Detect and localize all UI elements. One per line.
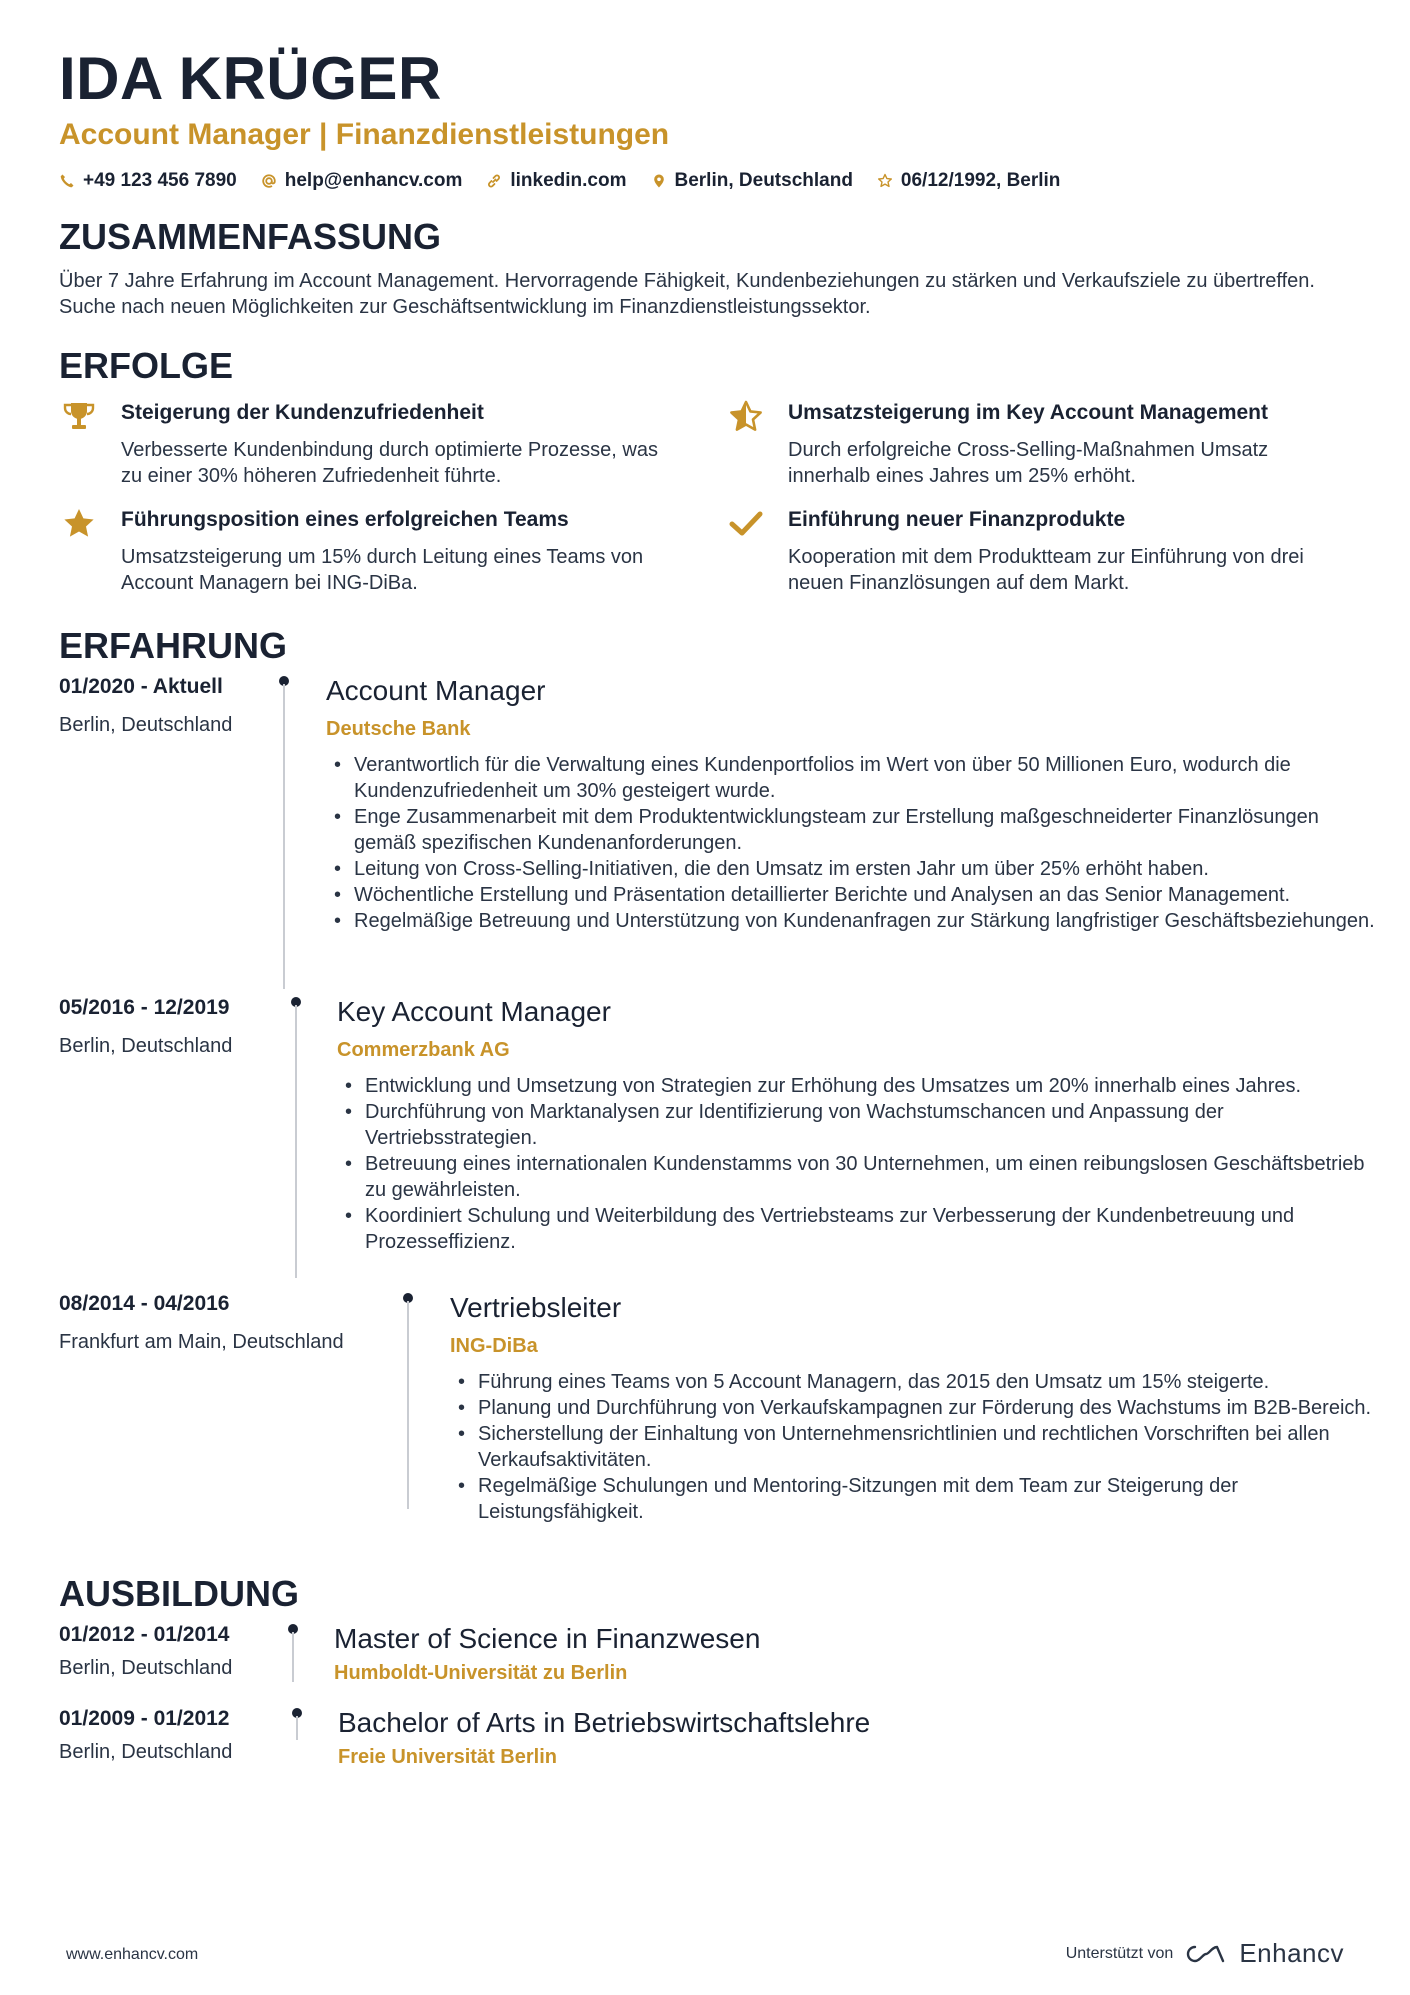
contact-birth [877, 170, 1061, 192]
link-icon [486, 173, 502, 189]
edu-date: 01/2012 - 01/2014 [59, 1623, 230, 1646]
achievement-title: Einführung neuer Finanzprodukte [788, 508, 1126, 531]
timeline-line [296, 1716, 298, 1740]
footer-brand-name: Enhancv [1239, 1938, 1344, 1968]
contact-location [651, 170, 853, 192]
contact-phone-text: +49 123 456 7890 [83, 170, 237, 191]
contact-location-text: Berlin, Deutschland [674, 170, 853, 191]
at-icon [261, 173, 277, 189]
timeline-line [295, 1005, 297, 1278]
contact-phone[interactable] [59, 170, 237, 192]
contact-email-text: help@enhancv.com [284, 170, 463, 191]
contact-bar [59, 170, 1060, 192]
job-bullet: • Enge Zusammenarbeit mit dem Produktentwicklungsteam zur Erstellung maßgeschneiderter Finanzlösungen gemäß spezifischen Kundenanforderungen. [330, 804, 1380, 856]
contact-linkedin[interactable] [486, 170, 626, 192]
footer-powered-by: Unterstützt von [1065, 1944, 1174, 1962]
job-bullet: • Wöchentliche Erstellung und Präsentation detaillierter Berichte und Analysen an das Senior Management. [330, 882, 1380, 908]
enhancv-logo-icon [1183, 1943, 1229, 1965]
contact-email[interactable] [261, 170, 463, 192]
timeline-line [283, 684, 285, 989]
footer-website-link[interactable]: www.enhancv.com [66, 1946, 199, 1963]
job-bullet: • Betreuung eines internationalen Kundenstamms von 30 Unternehmen, um einen reibungslosen Geschäftsbetrieb zu gewährleisten. [341, 1151, 1376, 1203]
job-bullet: • Verantwortlich für die Verwaltung eines Kundenportfolios im Wert von über 50 Millionen Euro, wodurch die Kundenzufriedenheit um 30% gesteigert wurde. [330, 752, 1380, 804]
edu-degree: Master of Science in Finanzwesen [334, 1623, 761, 1654]
star-icon [61, 506, 97, 542]
job-bullet: • Entwicklung und Umsetzung von Strategien zur Erhöhung des Umsatzes um 20% innerhalb eines Jahres. [341, 1073, 1376, 1099]
job-role: Key Account Manager [337, 996, 611, 1027]
achievement-desc: Umsatzsteigerung um 15% durch Leitung eines Teams von Account Managern bei ING-DiBa. [121, 546, 644, 594]
job-date: 08/2014 - 04/2016 [59, 1292, 230, 1315]
job-bullet: • Führung eines Teams von 5 Account Managern, das 2015 den Umsatz um 15% steigerte. [454, 1369, 1374, 1395]
check-icon [728, 506, 764, 542]
summary-text: Über 7 Jahre Erfahrung im Account Management. Hervorragende Fähigkeit, Kundenbeziehungen zu stärken und Verkaufsziele zu übertreffen. Suche nach neuen Möglichkeiten zur Geschäftsentwicklung im Finanzdienstleistungssektor. [59, 270, 1315, 318]
job-date: 05/2016 - 12/2019 [59, 996, 230, 1019]
job-bullet: • Planung und Durchführung von Verkaufskampagnen zur Förderung des Wachstums im B2B-Bereich. [454, 1395, 1374, 1421]
job-role: Account Manager [326, 675, 546, 706]
job-bullet: • Regelmäßige Betreuung und Unterstützung von Kundenanfragen zur Stärkung langfristiger Geschäftsbeziehungen. [330, 908, 1380, 934]
achievement-title: Steigerung der Kundenzufriedenheit [121, 401, 484, 424]
candidate-name: IDA KRÜGER [59, 45, 442, 112]
edu-date: 01/2009 - 01/2012 [59, 1707, 230, 1730]
job-company: Deutsche Bank [326, 718, 471, 740]
star-half-icon [728, 399, 764, 435]
job-bullet: • Leitung von Cross-Selling-Initiativen, die den Umsatz im ersten Jahr um über 25% erhöht haben. [330, 856, 1380, 882]
job-bullets [341, 1073, 1376, 1255]
footer-branding [1066, 1938, 1344, 1969]
section-title-summary: ZUSAMMENFASSUNG [59, 216, 442, 257]
timeline-line [292, 1632, 294, 1682]
job-bullet: • Sicherstellung der Einhaltung von Unternehmensrichtlinien und rechtlichen Vorschriften bei allen Verkaufsaktivitäten. [454, 1421, 1374, 1473]
section-title-experience: ERFAHRUNG [59, 625, 288, 666]
candidate-headline: Account Manager | Finanzdienstleistungen [59, 118, 670, 151]
contact-linkedin-text: linkedin.com [510, 170, 627, 191]
job-bullet: • Koordiniert Schulung und Weiterbildung des Vertriebsteams zur Verbesserung der Kundenbetreuung und Prozesseffizienz. [341, 1203, 1376, 1255]
job-company: Commerzbank AG [337, 1039, 510, 1061]
achievement-desc: Durch erfolgreiche Cross-Selling-Maßnahmen Umsatz innerhalb eines Jahres um 25% erhöht. [788, 439, 1269, 487]
job-bullet: • Regelmäßige Schulungen und Mentoring-Sitzungen mit dem Team zur Steigerung der Leistungsfähigkeit. [454, 1473, 1374, 1525]
contact-birth-text: 06/12/1992, Berlin [900, 170, 1061, 191]
edu-degree: Bachelor of Arts in Betriebswirtschaftslehre [338, 1707, 871, 1738]
job-bullets [454, 1369, 1374, 1525]
job-bullets [330, 752, 1380, 934]
job-bullet: • Durchführung von Marktanalysen zur Identifizierung von Wachstumschancen und Anpassung der Vertriebsstrategien. [341, 1099, 1376, 1151]
job-date: 01/2020 - Aktuell [59, 675, 223, 698]
job-company: ING-DiBa [450, 1335, 538, 1357]
job-location: Berlin, Deutschland [59, 1035, 233, 1057]
edu-location: Berlin, Deutschland [59, 1657, 233, 1679]
edu-location: Berlin, Deutschland [59, 1741, 233, 1763]
achievement-desc: Kooperation mit dem Produktteam zur Einführung von drei neuen Finanzlösungen auf dem Markt. [788, 546, 1304, 594]
achievement-title: Führungsposition eines erfolgreichen Teams [121, 508, 569, 531]
timeline-line [407, 1301, 409, 1509]
job-role: Vertriebsleiter [450, 1292, 622, 1323]
trophy-icon [61, 399, 97, 435]
star-outline-icon [877, 173, 893, 189]
section-title-education: AUSBILDUNG [59, 1573, 299, 1614]
achievement-desc: Verbesserte Kundenbindung durch optimierte Prozesse, was zu einer 30% höheren Zufriedenheit führte. [121, 439, 658, 487]
job-location: Frankfurt am Main, Deutschland [59, 1331, 344, 1353]
edu-school: Freie Universität Berlin [338, 1746, 557, 1768]
achievement-title: Umsatzsteigerung im Key Account Management [788, 401, 1268, 424]
job-location: Berlin, Deutschland [59, 714, 233, 736]
location-icon [651, 173, 667, 189]
edu-school: Humboldt-Universität zu Berlin [334, 1662, 628, 1684]
section-title-achievements: ERFOLGE [59, 345, 234, 386]
phone-icon [59, 173, 75, 189]
